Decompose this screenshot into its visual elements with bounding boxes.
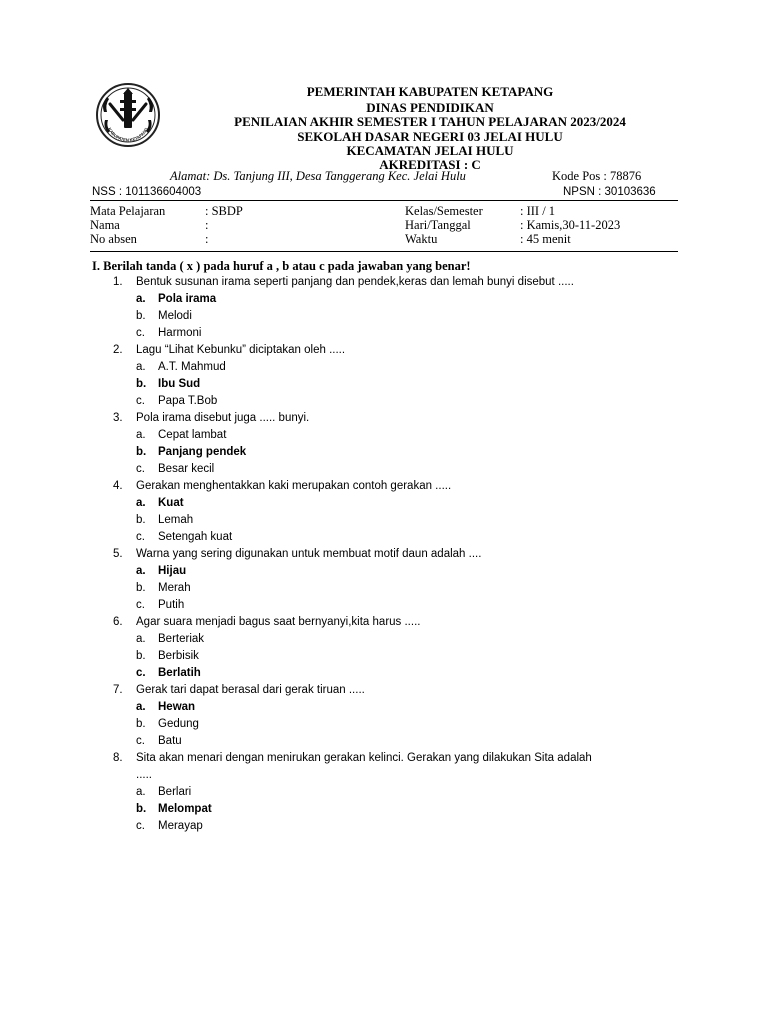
option-text: Berlari [158,786,192,798]
option-6b[interactable] [0,648,768,665]
option-letter: a. [136,565,146,577]
question-text: Lagu “Lihat Kebunku” diciptakan oleh ..... [136,344,346,356]
option-6a[interactable] [0,631,768,648]
option-4c[interactable] [0,529,768,546]
option-letter: a. [136,701,146,713]
option-text: Ibu Sud [158,378,201,390]
option-text: Lemah [158,514,194,526]
option-letter: c. [136,463,145,475]
question-text: Warna yang sering digunakan untuk membuat motif daun adalah .... [136,548,482,560]
class-semester-value: : III / 1 [520,204,556,218]
option-letter: c. [136,531,145,543]
option-text: Besar kecil [158,463,215,475]
option-text: Putih [158,599,185,611]
option-letter: c. [136,599,145,611]
subject-value: : SBDP [205,204,243,218]
question-4 [0,478,768,495]
option-text: A.T. Mahmud [158,361,226,373]
option-3b[interactable] [0,444,768,461]
option-letter: b. [136,803,147,815]
option-letter: b. [136,718,146,730]
name-value[interactable]: : [205,218,209,232]
question-list [0,274,768,835]
option-8a[interactable] [0,784,768,801]
option-1b[interactable] [0,308,768,325]
option-letter: b. [136,446,147,458]
option-letter: b. [136,310,146,322]
question-number: 2. [113,344,123,356]
header-government: PEMERINTAH KABUPATEN KETAPANG [306,84,554,99]
question-text: Agar suara menjadi bagus saat bernyanyi,kita harus ..... [136,616,421,628]
postal-code: Kode Pos : 78876 [552,169,642,183]
question-8-continuation [0,767,768,784]
option-2a[interactable] [0,359,768,376]
option-text: Merayap [158,820,203,832]
option-letter: a. [136,429,146,441]
time-label: Waktu [405,232,438,246]
option-text: Berbisik [158,650,199,662]
option-letter: b. [136,514,146,526]
option-letter: a. [136,497,146,509]
option-letter: a. [136,786,146,798]
absen-label: No absen [90,232,137,246]
question-3 [0,410,768,427]
option-text: Batu [158,735,182,747]
option-letter: c. [136,395,145,407]
option-text: Cepat lambat [158,429,227,441]
option-7a[interactable] [0,699,768,716]
question-text-continuation: ..... [136,769,152,781]
option-text: Harmoni [158,327,202,339]
day-date-label: Hari/Tanggal [405,218,471,232]
option-1c[interactable] [0,325,768,342]
question-number: 4. [113,480,123,492]
option-6c[interactable] [0,665,768,682]
section-instruction: I. Berilah tanda ( x ) pada huruf a , b atau c pada jawaban yang benar! [92,259,471,273]
day-date-value: : Kamis,30-11-2023 [520,218,621,232]
question-number: 6. [113,616,123,628]
question-text: Gerak tari dapat berasal dari gerak tiruan ..... [136,684,365,696]
option-7c[interactable] [0,733,768,750]
option-letter: b. [136,582,146,594]
option-text: Melompat [158,803,212,815]
option-4a[interactable] [0,495,768,512]
option-5a[interactable] [0,563,768,580]
option-text: Melodi [158,310,192,322]
option-letter: b. [136,378,147,390]
question-text: Pola irama disebut juga ..... bunyi. [136,412,310,424]
question-text: Gerakan menghentakkan kaki merupakan contoh gerakan ..... [136,480,452,492]
option-text: Kuat [158,497,184,509]
option-letter: c. [136,327,145,339]
question-2 [0,342,768,359]
header-divider [90,200,678,201]
option-text: Hewan [158,701,196,713]
option-text: Setengah kuat [158,531,233,543]
option-2c[interactable] [0,393,768,410]
option-letter: c. [136,820,145,832]
header-accreditation: AKREDITASI : C [379,157,481,172]
option-3a[interactable] [0,427,768,444]
question-text: Bentuk susunan irama seperti panjang dan pendek,keras dan lemah bunyi disebut ..... [136,276,574,288]
option-text: Hijau [158,565,187,577]
question-text: Sita akan menari dengan menirukan gerakan kelinci. Gerakan yang dilakukan Sita adalah [136,752,592,764]
option-letter: a. [136,633,146,645]
option-text: Berteriak [158,633,205,645]
school-address: Alamat: Ds. Tanjung III, Desa Tanggerang Kec. Jelai Hulu [170,169,466,183]
question-8 [0,750,768,767]
svg-text:KABUPATEN KETAPANG [107,127,149,143]
question-number: 5. [113,548,123,560]
question-number: 3. [113,412,123,424]
option-letter: c. [136,667,146,679]
option-text: Berlatih [158,667,201,679]
option-8b[interactable] [0,801,768,818]
header-district: KECAMATAN JELAI HULU [346,143,514,158]
option-3c[interactable] [0,461,768,478]
option-text: Merah [158,582,191,594]
question-number: 7. [113,684,123,696]
npsn-number: NPSN : 30103636 [563,186,656,198]
option-letter: a. [136,361,146,373]
header-assessment: PENILAIAN AKHIR SEMESTER I TAHUN PELAJARAN 2023/2024 [234,114,626,129]
question-number: 1. [113,276,123,288]
header-department: DINAS PENDIDIKAN [366,100,494,115]
option-letter: a. [136,293,146,305]
option-1a[interactable] [0,291,768,308]
option-8c[interactable] [0,818,768,835]
subject-label: Mata Pelajaran [90,204,166,218]
option-letter: c. [136,735,145,747]
question-6 [0,614,768,631]
question-5 [0,546,768,563]
header-school: SEKOLAH DASAR NEGERI 03 JELAI HULU [297,129,563,144]
option-5c[interactable] [0,597,768,614]
info-divider [90,251,678,252]
option-4b[interactable] [0,512,768,529]
logo-text: KABUPATEN KETAPANG [107,126,149,143]
nss-number: NSS : 101136604003 [92,186,202,198]
option-text: Pola irama [158,293,217,305]
option-2b[interactable] [0,376,768,393]
option-5b[interactable] [0,580,768,597]
question-7 [0,682,768,699]
time-value: : 45 menit [520,232,571,246]
kabupaten-ketapang-logo [95,82,161,148]
class-semester-label: Kelas/Semester [405,204,483,218]
option-text: Gedung [158,718,199,730]
option-7b[interactable] [0,716,768,733]
name-label: Nama [90,218,120,232]
option-text: Papa T.Bob [158,395,218,407]
question-number: 8. [113,752,123,764]
absen-value[interactable]: : [205,232,209,246]
option-text: Panjang pendek [158,446,247,458]
question-1 [0,274,768,291]
option-letter: b. [136,650,146,662]
